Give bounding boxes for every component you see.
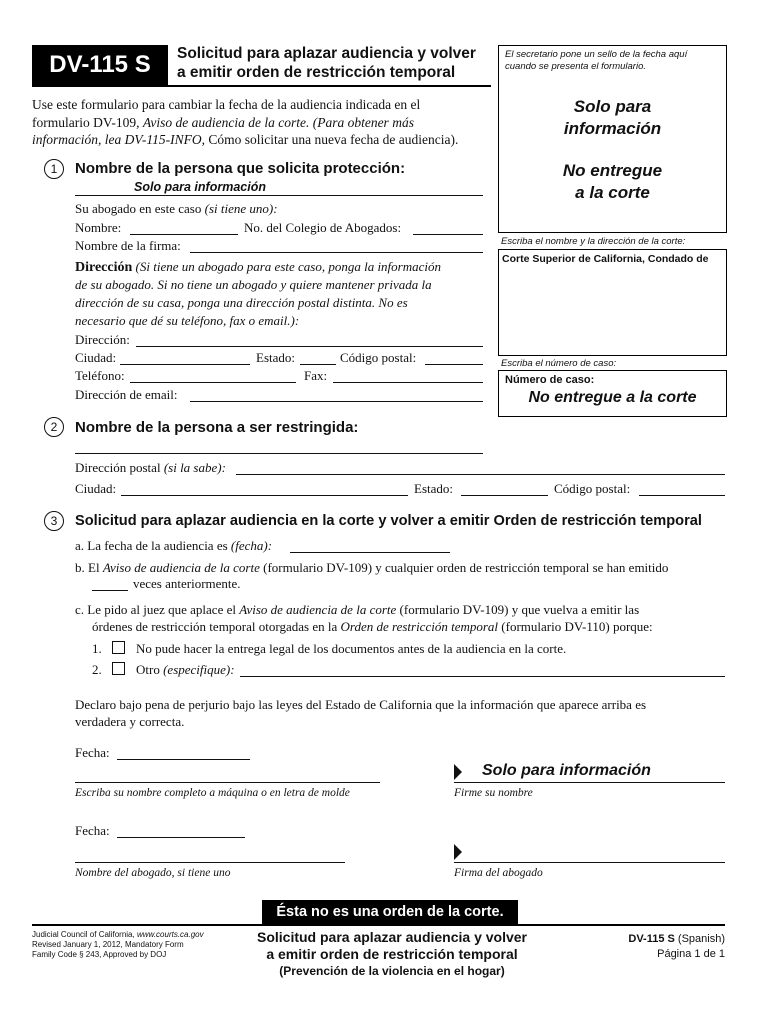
bar-number-input[interactable]	[413, 220, 483, 235]
clerk-note-line1: El secretario pone un sello de la fecha aquí	[505, 49, 688, 60]
case-number-box[interactable]	[498, 370, 727, 417]
footer-right: DV-115 S (Spanish) Página 1 de 1	[628, 933, 725, 960]
footer-left: Judicial Council of California, www.courts.ca.gov Revised January 1, 2012, Mandatory Form Family Code § 243, Approved by DOJ	[32, 930, 204, 959]
email-input[interactable]	[190, 387, 483, 402]
address-input[interactable]	[136, 332, 483, 347]
restrained-state-input[interactable]	[461, 481, 548, 496]
printed-name-line	[75, 782, 380, 783]
case-number-label: Número de caso:	[505, 374, 595, 386]
firm-name-input[interactable]	[190, 238, 483, 253]
signature-arrow-icon	[454, 764, 462, 780]
firm-name-label: Nombre de la firma:	[75, 238, 181, 253]
protected-name-line	[75, 195, 483, 196]
section-3-title: Solicitud para aplazar audiencia en la corte y volver a emitir Orden de restricción temporal	[75, 513, 702, 529]
hearing-date-input[interactable]	[290, 538, 450, 553]
city-input[interactable]	[120, 350, 250, 365]
declaration-line2: verdadera y correcta.	[75, 714, 185, 729]
lawyer-signature-arrow-icon	[454, 844, 462, 860]
times-issued-input[interactable]	[92, 576, 128, 591]
option-1-number: 1.	[92, 641, 102, 656]
bar-number-label: No. del Colegio de Abogados:	[244, 220, 402, 235]
zip-label: Código postal:	[340, 350, 417, 365]
intro-line3: información, lea DV-115-INFO, Cómo solicitar una nueva fecha de audiencia).	[32, 132, 459, 147]
lawyer-signature-line	[454, 862, 725, 863]
form-title-line2: a emitir orden de restricción temporal	[177, 64, 456, 81]
court-box-label: Escriba el nombre y la dirección de la corte:	[501, 236, 686, 247]
item-b-line2: veces anteriormente.	[133, 576, 241, 591]
lawyer-name-input[interactable]	[130, 220, 238, 235]
mailing-address-input[interactable]	[236, 460, 725, 475]
lawyer-signature-caption: Firma del abogado	[454, 867, 543, 879]
lawyer-name-caption: Nombre del abogado, si tiene uno	[75, 867, 231, 879]
fax-input[interactable]	[333, 368, 483, 383]
footer-title: Solicitud para aplazar audiencia y volver a emitir orden de restricción temporal (Prevención de la violencia en el hogar)	[257, 929, 527, 978]
form-title-line1: Solicitud para aplazar audiencia y volver	[177, 45, 476, 62]
not-court-order-banner: Ésta no es una orden de la corte.	[262, 900, 518, 924]
mailing-address-label: Dirección postal (si la sabe):	[75, 460, 226, 475]
section-3-number: 3	[44, 511, 64, 531]
restrained-zip-input[interactable]	[639, 481, 725, 496]
intro-line1: Use este formulario para cambiar la fecha de la audiencia indicada en el	[32, 97, 421, 112]
signature-caption: Firme su nombre	[454, 787, 533, 799]
protected-person-name[interactable]: Solo para información	[134, 180, 266, 194]
declaration-line1: Declaro bajo pena de perjurio bajo las leyes del Estado de California que la información que aparece arriba es	[75, 697, 647, 712]
item-c-line1: c. Le pido al juez que aplace el Aviso de audiencia de la corte (formulario DV-109) y que vuelva a emitir las	[75, 602, 640, 617]
item-a-label: a. La fecha de la audiencia es (fecha):	[75, 538, 273, 553]
option-2-checkbox[interactable]	[112, 662, 125, 675]
clerk-stamp-box	[498, 45, 727, 233]
phone-label: Teléfono:	[75, 368, 125, 383]
court-box[interactable]	[498, 249, 727, 356]
restrained-city-label: Ciudad:	[75, 481, 117, 496]
state-input[interactable]	[300, 350, 336, 365]
date2-input[interactable]	[117, 823, 245, 838]
lawyer-name-label: Nombre:	[75, 220, 122, 235]
city-label: Ciudad:	[75, 350, 117, 365]
stamp-noentregue-line2: a la corte	[575, 183, 650, 202]
restrained-name-input[interactable]	[75, 439, 483, 454]
email-label: Dirección de email:	[75, 387, 178, 402]
date-input[interactable]	[117, 745, 250, 760]
restrained-city-input[interactable]	[121, 481, 408, 496]
case-number-value: No entregue a la corte	[528, 389, 697, 406]
lawyer-label: Su abogado en este caso (si tiene uno):	[75, 201, 278, 216]
form-code-badge: DV-115 S	[32, 45, 168, 85]
zip-input[interactable]	[425, 350, 483, 365]
restrained-state-label: Estado:	[414, 481, 453, 496]
signature-line	[454, 782, 725, 783]
stamp-solo-line2: información	[563, 119, 662, 138]
signature-value[interactable]: Solo para información	[482, 762, 651, 779]
lawyer-name-line	[75, 862, 345, 863]
restrained-zip-label: Código postal:	[554, 481, 631, 496]
address-label: Dirección:	[75, 332, 130, 347]
phone-input[interactable]	[130, 368, 296, 383]
intro-line2: formulario DV-109, Aviso de audiencia de la corte. (Para obtener más	[32, 115, 414, 130]
option-2-text: Otro (especifique):	[136, 662, 235, 677]
date-label: Fecha:	[75, 745, 110, 760]
section-2-title: Nombre de la persona a ser restringida:	[75, 419, 359, 436]
option-1-checkbox[interactable]	[112, 641, 125, 654]
header-rule	[32, 85, 491, 87]
stamp-noentregue-line1: No entregue	[562, 161, 663, 180]
other-reason-input[interactable]	[240, 662, 725, 677]
case-box-label: Escriba el número de caso:	[501, 358, 617, 369]
footer-rule	[32, 924, 725, 926]
item-c-line2: órdenes de restricción temporal otorgadas en la Orden de restricción temporal (formulario DV-110) porque:	[92, 619, 653, 634]
option-2-number: 2.	[92, 662, 102, 677]
option-1-text: No pude hacer la entrega legal de los documentos antes de la audiencia en la corte.	[136, 641, 567, 656]
date2-label: Fecha:	[75, 823, 110, 838]
address-instructions: Dirección (Si tiene un abogado para este caso, ponga la información de su abogado. Si no tiene un abogado y quiere mantener privada la dirección de su casa, ponga una dirección postal distinta. No es necesario que dé su teléfono, fax o email.):	[75, 259, 441, 328]
printed-name-caption: Escriba su nombre completo a máquina o en letra de molde	[75, 787, 350, 799]
section-1-title: Nombre de la persona que solicita protección:	[75, 160, 406, 177]
stamp-solo-line1: Solo para	[573, 97, 652, 116]
state-label: Estado:	[256, 350, 295, 365]
item-b-line1: b. El Aviso de audiencia de la corte (formulario DV-109) y cualquier orden de restricción temporal se han emitido	[75, 560, 669, 575]
fax-label: Fax:	[304, 368, 328, 383]
section-2-number: 2	[44, 417, 64, 437]
court-name: Corte Superior de California, Condado de	[502, 253, 709, 265]
clerk-note-line2: cuando se presenta el formulario.	[505, 61, 646, 72]
section-1-number: 1	[44, 159, 64, 179]
